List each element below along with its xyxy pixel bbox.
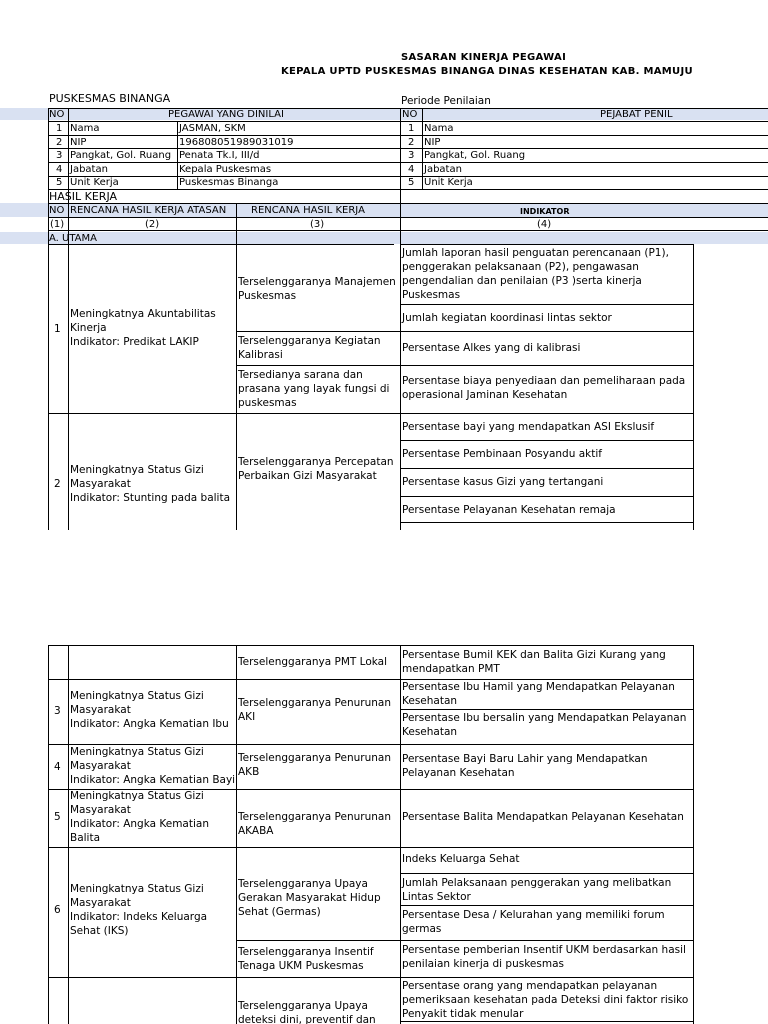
- pegawai-value: JASMAN, SKM: [179, 123, 246, 134]
- pegawai-label: Nama: [70, 123, 100, 134]
- indikator-cell: Persentase Alkes yang di kalibrasi: [402, 342, 581, 354]
- document-page-2: [0, 643, 768, 1024]
- pegawai-label: NIP: [70, 137, 87, 148]
- pegawai-label: Pangkat, Gol. Ruang: [70, 150, 172, 161]
- indikator-cell: Persentase orang yang mendapatkan pelayanan pemeriksaan kesehatan pada Deteksi dini faktor risiko Penyakit tidak menular: [402, 980, 689, 1020]
- indikator-cell: Persentase Desa / Kelurahan yang memiliki forum germas: [402, 909, 665, 935]
- row-number: 6: [54, 904, 61, 916]
- pegawai-no: 5: [56, 177, 63, 188]
- pegawai-no: 2: [56, 137, 63, 148]
- rencana-cell: Terselenggaranya PMT Lokal: [238, 656, 388, 668]
- pegawai-label: Jabatan: [70, 164, 108, 175]
- col-no: NO: [49, 109, 65, 120]
- col-no: NO: [49, 205, 65, 216]
- indikator-cell: Persentase Ibu bersalin yang Mendapatkan Pelayanan Kesehatan: [402, 712, 687, 738]
- pegawai-value: 196808051989031019: [179, 137, 294, 148]
- pegawai-value: Penata Tk.I, III/d: [179, 150, 260, 161]
- pejabat-label: NIP: [424, 137, 441, 148]
- rencana-cell: Terselenggaranya Upaya deteksi dini, preventif dan: [238, 1000, 376, 1024]
- unit-name: PUSKESMAS BINANGA: [49, 92, 171, 105]
- pegawai-heading: PEGAWAI YANG DINILAI: [168, 109, 284, 120]
- indikator-cell: Persentase Bayi Baru Lahir yang Mendapatkan Pelayanan Kesehatan: [402, 753, 648, 779]
- atasan-cell: Meningkatnya Status Gizi Masyarakat Indikator: Indeks Keluarga Sehat (IKS): [70, 883, 208, 937]
- indikator-cell: Jumlah kegiatan koordinasi lintas sektor: [402, 312, 612, 324]
- section-utama: A. UTAMA: [49, 233, 97, 244]
- indikator-cell: Persentase Pelayanan Kesehatan remaja: [402, 504, 616, 516]
- pejabat-heading: PEJABAT PENIL: [600, 109, 673, 120]
- section-shade: [0, 232, 768, 244]
- indikator-cell: Persentase Pembinaan Posyandu aktif: [402, 448, 602, 460]
- rencana-cell: Terselenggaranya Percepatan Perbaikan Gizi Masyarakat: [238, 456, 394, 482]
- col-atasan: RENCANA HASIL KERJA ATASAN: [70, 205, 227, 216]
- atasan-cell: Meningkatnya Status Gizi Masyarakat Indikator: Angka Kematian Ibu: [70, 690, 229, 730]
- atasan-cell: Meningkatnya Status Gizi Masyarakat Indikator: Stunting pada balita: [70, 464, 231, 504]
- col-number: (1): [50, 219, 65, 230]
- pejabat-label: Jabatan: [424, 164, 462, 175]
- col-number: (2): [145, 219, 160, 230]
- pejabat-label: Nama: [424, 123, 454, 134]
- document-title: SASARAN KINERJA PEGAWAI: [401, 52, 567, 63]
- row-number: 1: [54, 323, 61, 335]
- indikator-cell: Jumlah Pelaksanaan penggerakan yang melibatkan Lintas Sektor: [402, 877, 672, 903]
- row-number: 5: [54, 811, 61, 823]
- indikator-cell: Persentase biaya penyediaan dan pemeliharaan pada operasional Jaminan Kesehatan: [402, 375, 686, 401]
- atasan-cell: Meningkatnya Status Gizi Masyarakat Indikator: Angka Kematian Balita: [70, 790, 209, 844]
- indikator-cell: Jumlah laporan hasil penguatan perencanaan (P1), penggerakan pelaksanaan (P2), pengawasan pengendalian dan penilaian (P3 )serta kinerja Puskesmas: [402, 247, 669, 301]
- indikator-cell: Persentase pemberian Insentif UKM berdasarkan hasil penilaian kinerja di puskesmas: [402, 944, 686, 970]
- pegawai-no: 4: [56, 164, 63, 175]
- pegawai-no: 1: [56, 123, 63, 134]
- atasan-cell: Meningkatnya Status Gizi Masyarakat Indikator: Angka Kematian Bayi: [70, 746, 236, 786]
- pejabat-no: 1: [408, 123, 415, 134]
- indikator-cell: Persentase Ibu Hamil yang Mendapatkan Pelayanan Kesehatan: [402, 681, 675, 707]
- rencana-cell: Terselenggaranya Manajemen Puskesmas: [238, 276, 396, 302]
- pegawai-value: Puskesmas Binanga: [179, 177, 279, 188]
- rencana-cell: Terselenggaranya Insentif Tenaga UKM Puskesmas: [238, 946, 374, 972]
- pegawai-value: Kepala Puskesmas: [179, 164, 272, 175]
- indikator-cell: Persentase bayi yang mendapatkan ASI Ekslusif: [402, 421, 655, 433]
- col-number: (4): [537, 219, 552, 230]
- pejabat-no: 2: [408, 137, 415, 148]
- rencana-cell: Tersedianya sarana dan prasana yang layak fungsi di puskesmas: [238, 369, 390, 409]
- rencana-cell: Terselenggaranya Penurunan AKB: [238, 752, 391, 778]
- col-number: (3): [310, 219, 325, 230]
- indikator-cell: Indeks Keluarga Sehat: [402, 853, 520, 865]
- pejabat-no: 3: [408, 150, 415, 161]
- row-number: 3: [54, 705, 61, 717]
- pegawai-label: Unit Kerja: [70, 177, 119, 188]
- pejabat-no: 4: [408, 164, 415, 175]
- indikator-cell: Persentase Bumil KEK dan Balita Gizi Kurang yang mendapatkan PMT: [402, 649, 666, 675]
- period-label: Periode Penilaian: [401, 95, 491, 107]
- col-no: NO: [402, 109, 418, 120]
- section-hasil-kerja: HASIL KERJA: [49, 190, 118, 203]
- indikator-cell: Persentase Balita Mendapatkan Pelayanan Kesehatan: [402, 811, 684, 823]
- rencana-cell: Terselenggaranya Upaya Gerakan Masyarakat Hidup Sehat (Germas): [238, 878, 381, 918]
- indikator-cell: Persentase kasus Gizi yang tertangani: [402, 476, 604, 488]
- row-number: 4: [54, 761, 61, 773]
- document-subtitle: KEPALA UPTD PUSKESMAS BINANGA DINAS KESEHATAN KAB. MAMUJU: [281, 66, 693, 77]
- pegawai-no: 3: [56, 150, 63, 161]
- col-indikator: INDIKATOR: [520, 207, 570, 216]
- row-number: 2: [54, 478, 61, 490]
- rencana-cell: Terselenggaranya Penurunan AKABA: [238, 811, 391, 837]
- col-rencana: RENCANA HASIL KERJA: [251, 205, 365, 216]
- pejabat-no: 5: [408, 177, 415, 188]
- pejabat-label: Pangkat, Gol. Ruang: [424, 150, 526, 161]
- atasan-cell: Meningkatnya Akuntabilitas Kinerja Indikator: Predikat LAKIP: [70, 308, 216, 348]
- rencana-cell: Terselenggaranya Penurunan AKI: [238, 697, 391, 723]
- rencana-cell: Terselenggaranya Kegiatan Kalibrasi: [238, 335, 381, 361]
- pejabat-label: Unit Kerja: [424, 177, 473, 188]
